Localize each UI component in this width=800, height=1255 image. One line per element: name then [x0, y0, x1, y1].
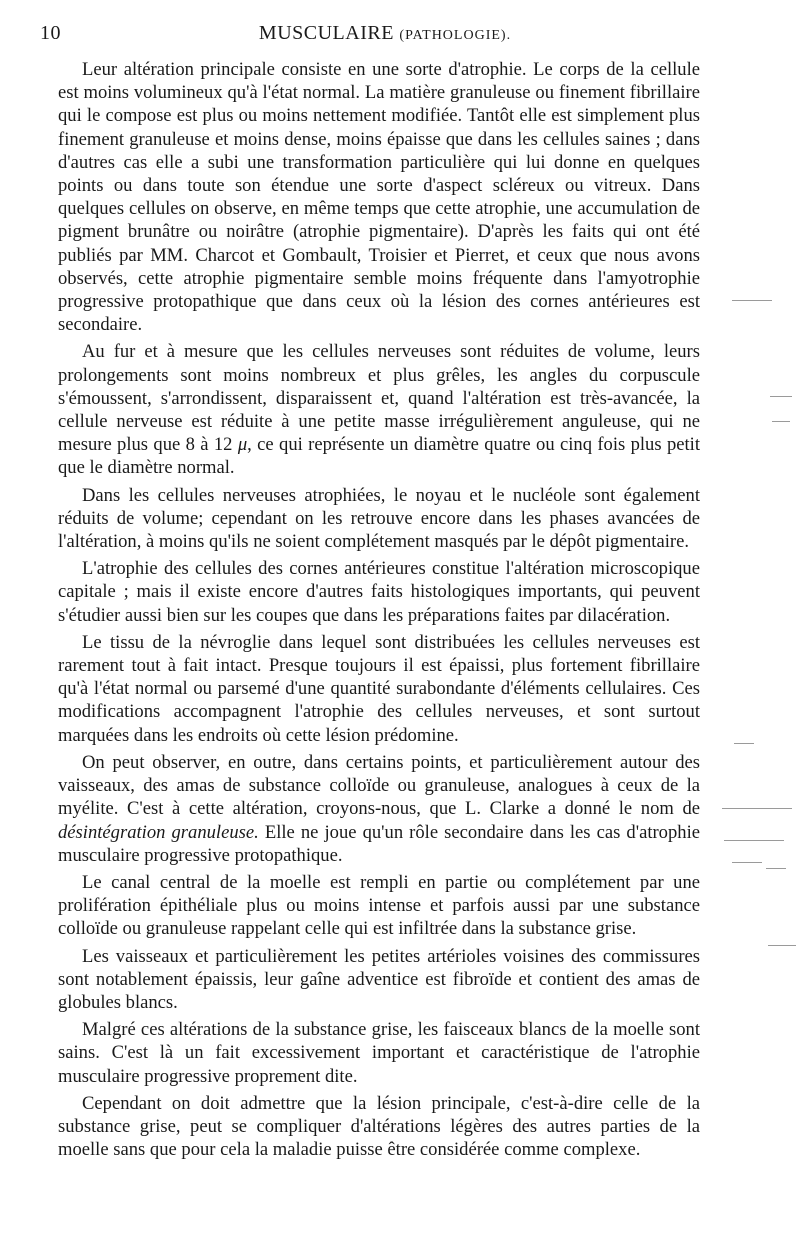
- scan-mark: [732, 300, 772, 301]
- paragraph-text: On peut observer, en outre, dans certains points, et particulièrement autour des vaisseaux, des amas de substance colloïde ou granuleuse, analogues à ceux de la myélite. C'est à cette altération, croyons-nous, que L. Clarke a donné le nom de: [58, 751, 700, 820]
- paragraph-text: Au fur et à mesure que les cellules nerveuses sont réduites de volume, leurs prolongements sont moins nombreux et plus grêles, les angles du corpuscule s'émoussent, s'arrondissent, disparaissent et, quand l'altération est très-avancée, la cellule nerveuse est réduite à une petite masse irrégulièrement anguleuse, qui ne mesure plus que 8 à 12: [58, 341, 700, 456]
- paragraph-text: Malgré ces altérations de la substance grise, les faisceaux blancs de la moelle sont sains. C'est là un fait excessivement important et caractéristique de l'atrophie musculaire progressive proprement dite.: [58, 1019, 700, 1087]
- scan-mark: [734, 743, 754, 744]
- paragraph-text: Le tissu de la névroglie dans lequel sont distribuées les cellules nerveuses est rarement tout à fait intact. Presque toujours il est épaissi, plus fortement fibrillaire qu'à l'état normal ou parsemé d'une quantité surabondante d'éléments cellulaires. Ces modifications accompagnent l'atrophie des cellules nerveuses, et sont surtout marquées dans les endroits où cette lésion prédomine.: [58, 631, 700, 746]
- paragraph-4: [58, 557, 700, 627]
- paragraph-8: [58, 945, 700, 1015]
- paragraph-10: [58, 1092, 700, 1162]
- scan-mark: [722, 808, 792, 809]
- scan-mark: [768, 945, 796, 946]
- scan-mark: [766, 868, 786, 869]
- scan-mark: [772, 421, 790, 422]
- running-head: [40, 22, 730, 50]
- paragraph-9: [58, 1018, 700, 1088]
- paragraph-text: , ce qui représente un diamètre quatre ou cinq fois plus petit que le diamètre normal.: [58, 434, 700, 479]
- paragraph-6: [58, 751, 700, 867]
- paragraph-2: [58, 340, 700, 479]
- paragraph-text: Dans les cellules nerveuses atrophiées, le noyau et le nucléole sont également réduits de volume; cependant on les retrouve encore dans les phases avancées de l'altération, à moins qu'ils ne soient complétement masqués par le dépôt pigmentaire.: [58, 484, 700, 553]
- scan-mark: [724, 840, 784, 841]
- paragraph-text: Les vaisseaux et particulièrement les petites artérioles voisines des commissures sont notablement épaissis, leur gaîne adventice est fibroïde et contient des amas de globules blancs.: [58, 945, 700, 1013]
- italic-term: désintégration granuleuse.: [58, 821, 259, 843]
- paragraph-text: Leur altération principale consiste en une sorte d'atrophie. Le corps de la cellule est moins volumineux qu'à l'état normal. La matière granuleuse ou finement fibrillaire qui le compose est plus ou moins nettement modifiée. Tantôt elle est simplement plus finement granuleuse et moins dense, moins épaisse que dans les cellules saines ; dans d'autres cas elle a subi une transformation particulière qui lui donne en quelques points ou dans toute son étendue une sorte d'aspect scléreux ou vitreux. Dans quelques cellules on observe, en même temps que cette atrophie, une accumulation de pigment brunâtre ou noirâtre (atrophie pigmentaire). D'après les faits qui ont été publiés par MM. Charcot et Gombault, Troisier et Pierret, et ceux que nous avons observés, cette atrophie pigmentaire semble moins fréquente dans l'amyotrophie progressive protopathique que dans ceux où la lésion des cornes antérieures est secondaire.: [58, 59, 700, 336]
- body-text: [58, 58, 700, 1165]
- running-title-main: MUSCULAIRE: [258, 22, 394, 44]
- running-title-subtitle: (PATHOLOGIE).: [399, 28, 512, 43]
- paragraph-text: Elle ne joue qu'un rôle secondaire dans les cas d'atrophie musculaire progressive protopathique.: [58, 821, 700, 866]
- scan-mark: [732, 862, 762, 863]
- micron-symbol: μ: [237, 434, 248, 456]
- page-number: 10: [40, 22, 61, 44]
- paragraph-text: Le canal central de la moelle est rempli en partie ou complétement par une prolifération épithéliale plus ou moins intense et parfois aussi par une substance colloïde ou granuleuse rappelant celle qui est infiltrée dans la substance grise.: [58, 871, 700, 940]
- paragraph-3: [58, 484, 700, 554]
- paragraph-5: [58, 631, 700, 747]
- running-title: [40, 22, 730, 45]
- paragraph-1: [58, 58, 700, 336]
- margin-scan-marks: [722, 0, 800, 1255]
- paragraph-text: Cependant on doit admettre que la lésion principale, c'est-à-dire celle de la substance grise, peut se compliquer d'altérations légères des autres parties de la moelle sans que pour cela la maladie puisse être considérée comme complexe.: [58, 1092, 700, 1161]
- paragraph-7: [58, 871, 700, 941]
- scan-mark: [770, 396, 792, 397]
- paragraph-text: L'atrophie des cellules des cornes antérieures constitue l'altération microscopique capitale ; mais il existe encore d'autres faits histologiques importants, qui peuvent s'étudier aussi bien sur les coupes que dans les préparations faites par dilacération.: [58, 558, 700, 626]
